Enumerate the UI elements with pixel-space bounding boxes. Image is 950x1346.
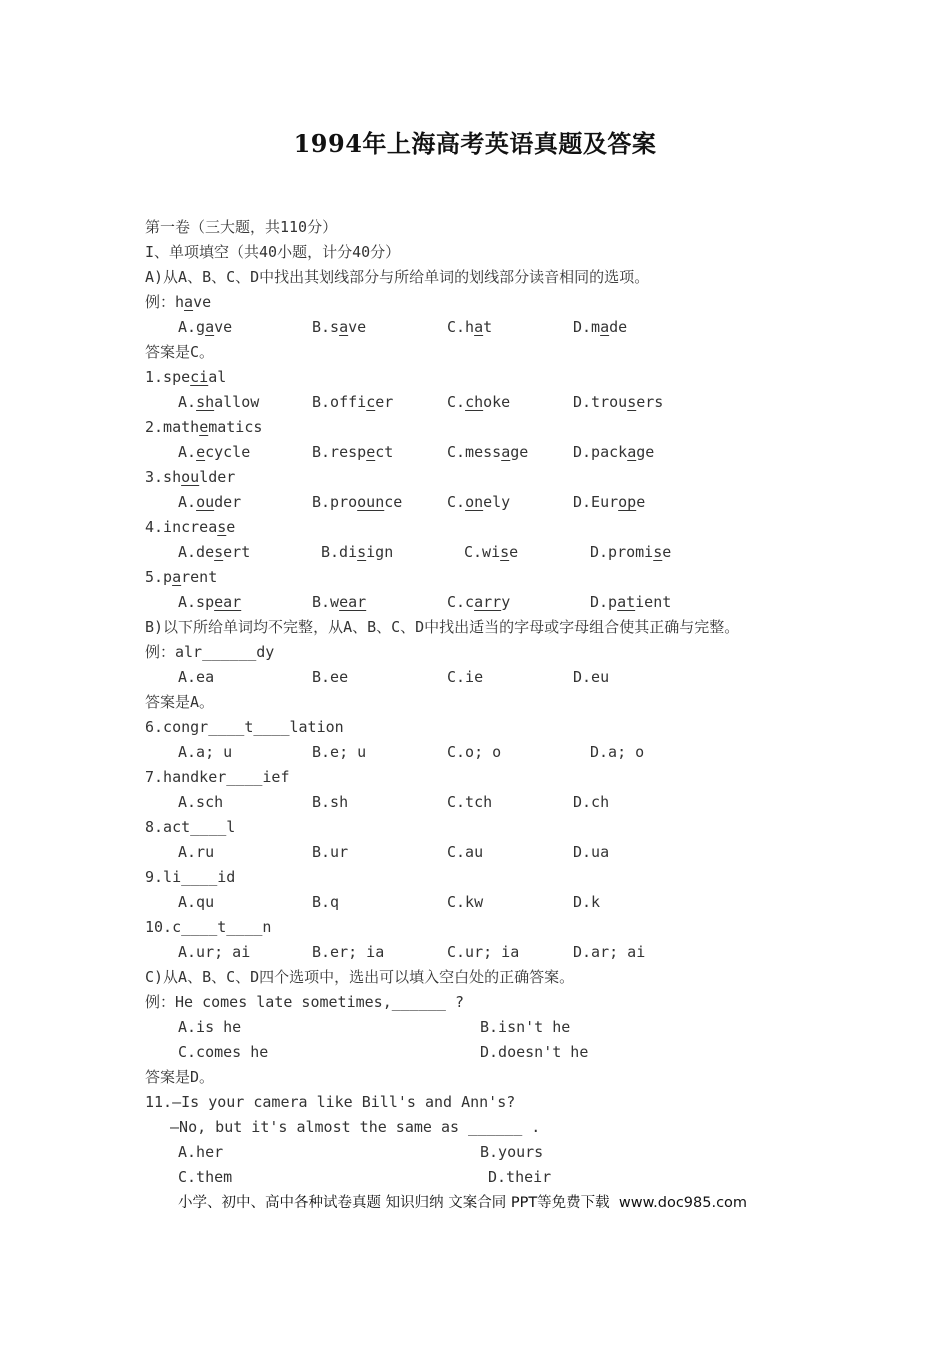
question-stem: 3.shoulder (145, 468, 236, 486)
option: C.onely (447, 493, 511, 511)
option: A.ea (178, 668, 215, 686)
option: C.hat (447, 318, 493, 336)
option: C.wise (464, 543, 519, 561)
question-options (145, 440, 845, 465)
question-options (145, 540, 845, 565)
option: C.choke (447, 393, 511, 411)
question-stem: 11.—Is your camera like Bill's and Ann's? (145, 1093, 516, 1111)
section-a-example-options (145, 315, 845, 340)
option: B.respect (312, 443, 394, 461)
option: B.proounce (312, 493, 403, 511)
option: D.package (573, 443, 655, 461)
question-options (145, 890, 845, 915)
option: D.eu (573, 668, 610, 686)
section-b-instruction: B)以下所给单词均不完整，从A、B、C、D中找出适当的字母或字母组合使其正确与完整。 (145, 618, 740, 636)
question-stem: 4.increase (145, 518, 236, 536)
option: C.them (178, 1168, 233, 1186)
option: D.ch (573, 793, 610, 811)
option: C.o; o (447, 743, 502, 761)
option: B.isn't he (480, 1018, 571, 1036)
option: A.ru (178, 843, 215, 861)
section-a-instruction: A)从A、B、C、D中找出其划线部分与所给单词的划线部分读音相同的选项。 (145, 268, 650, 286)
option: C.au (447, 843, 484, 861)
option: A.gave (178, 318, 233, 336)
question-stem: 9.li____id (145, 868, 236, 886)
question-options (145, 390, 845, 415)
option: A.shallow (178, 393, 260, 411)
footer-advert: 小学、初中、高中各种试卷真题 知识归纳 文案合同 PPT等免费下载 www.doc985.com (178, 1195, 748, 1211)
option: C.message (447, 443, 529, 461)
question-options (145, 940, 845, 965)
section-c-example-options-row1 (145, 1015, 845, 1040)
question-stem-reply: —No, but it's almost the same as ______ . (161, 1118, 541, 1136)
option: A.desert (178, 543, 251, 561)
question-options (145, 790, 845, 815)
option: C.kw (447, 893, 484, 911)
option: C.ur; ia (447, 943, 520, 961)
option: A.a; u (178, 743, 233, 761)
question-stem: 2.mathematics (145, 418, 263, 436)
section-c-example-options-row2 (145, 1040, 845, 1065)
option: D.patient (590, 593, 672, 611)
option: A.qu (178, 893, 215, 911)
option: A.her (178, 1143, 224, 1161)
question-options (145, 590, 845, 615)
section-a-example-word: 例：have (145, 293, 212, 311)
option: A.ecycle (178, 443, 251, 461)
option: C.carry (447, 593, 511, 611)
option: C.ie (447, 668, 484, 686)
option: B.wear (312, 593, 367, 611)
part1-header: 第一卷（三大题，共110分） (145, 218, 338, 236)
section-a-example-answer: 答案是C。 (145, 343, 215, 361)
option: A.is he (178, 1018, 242, 1036)
question-stem: 5.parent (145, 568, 218, 586)
option: B.ee (312, 668, 349, 686)
option: D.promise (590, 543, 672, 561)
question-options (145, 840, 845, 865)
section-c-example-answer: 答案是D。 (145, 1068, 215, 1086)
option: C.comes he (178, 1043, 269, 1061)
page-title: 1994年上海高考英语真题及答案 (293, 129, 657, 158)
question-options-row2 (145, 1165, 845, 1190)
option: D.Europe (573, 493, 646, 511)
option: D.their (488, 1168, 552, 1186)
option: B.sh (312, 793, 349, 811)
question-options-row1 (145, 1140, 845, 1165)
section-b-example-options (145, 665, 845, 690)
section-b-example-stem: 例：alr______dy (145, 643, 275, 661)
question-options (145, 740, 845, 765)
option: B.save (312, 318, 367, 336)
option: B.yours (480, 1143, 544, 1161)
option: C.tch (447, 793, 493, 811)
question-stem: 6.congr____t____lation (145, 718, 344, 736)
question-stem: 8.act____l (145, 818, 236, 836)
section-b-example-answer: 答案是A。 (145, 693, 215, 711)
option: A.spear (178, 593, 242, 611)
option: B.e; u (312, 743, 367, 761)
option: A.ouder (178, 493, 242, 511)
option: A.sch (178, 793, 224, 811)
question-stem: 7.handker____ief (145, 768, 290, 786)
question-options (145, 490, 845, 515)
section-c-example-stem: 例：He comes late sometimes,______ ? (145, 993, 464, 1011)
option: B.er; ia (312, 943, 385, 961)
section-c-instruction: C)从A、B、C、D四个选项中，选出可以填入空白处的正确答案。 (145, 968, 575, 986)
option: A.ur; ai (178, 943, 251, 961)
option: D.a; o (590, 743, 645, 761)
option: D.doesn't he (480, 1043, 589, 1061)
question-stem: 10.c____t____n (145, 918, 272, 936)
option: B.officer (312, 393, 394, 411)
option: B.q (312, 893, 340, 911)
option: D.ar; ai (573, 943, 646, 961)
option: D.ua (573, 843, 610, 861)
option: B.ur (312, 843, 349, 861)
option: D.trousers (573, 393, 664, 411)
section1-header: I、单项填空（共40小题，计分40分） (145, 243, 401, 261)
question-stem: 1.special (145, 368, 227, 386)
option: B.disign (321, 543, 394, 561)
option: D.made (573, 318, 628, 336)
exam-body (145, 215, 845, 1190)
option: D.k (573, 893, 601, 911)
